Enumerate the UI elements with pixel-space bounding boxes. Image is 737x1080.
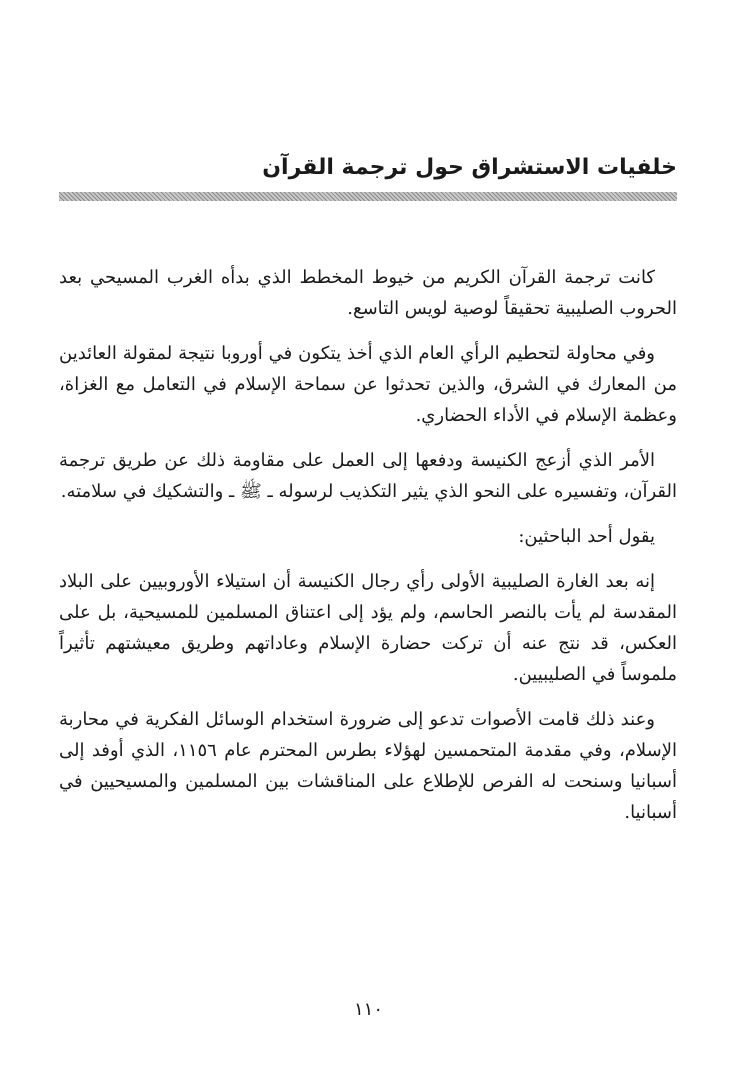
running-header-title: خلفيات الاستشراق حول ترجمة القرآن [262,155,677,180]
paragraph-5: إنه بعد الغارة الصليبية الأولى رأي رجال الكنيسة أن استيلاء الأوروبيين على البلاد المقدسة لم يأت بالنصر الحاسم، ولم يؤد إلى اعتناق المسلمين للمسيحية، بل على العكس، قد نتج عنه أن تركت حضارة الإسلام وعاداتهم وطريق معيشتهم تأثيراً ملموساً في الصليبيين. [59,571,677,685]
paragraph-2: وفي محاولة لتحطيم الرأي العام الذي أخذ يتكون في أوروبا نتيجة لمقولة العائدين من المعارك في الشرق، والذين تحدثوا عن سماحة الإسلام في التعامل مع الغزاة، وعظمة الإسلام في الأداء الحضاري. [59,343,677,426]
body-text [59,262,677,842]
paragraph-4: يقول أحد الباحثين: [518,526,655,547]
paragraph-1: كانت ترجمة القرآن الكريم من خيوط المخطط الذي بدأه الغرب المسيحي بعد الحروب الصليبية تحقيقاً لوصية لويس التاسع. [59,267,677,319]
page-number: ١١٠ [353,999,383,1020]
header-rule [59,192,677,201]
paragraph-3: الأمر الذي أزعج الكنيسة ودفعها إلى العمل على مقاومة ذلك عن طريق ترجمة القرآن، وتفسيره على النحو الذي يثير التكذيب لرسوله ـ ﷺ ـ والتشكيك في سلامته. [59,450,677,502]
paragraph-6: وعند ذلك قامت الأصوات تدعو إلى ضرورة استخدام الوسائل الفكرية في محاربة الإسلام، وفي مقدمة المتحمسين لهؤلاء بطرس المحترم عام ١١٥٦، الذي أوفد إلى أسبانيا وسنحت له الفرص للإطلاع على المناقشات بين المسلمين والمسيحيين في أسبانيا. [59,709,678,823]
